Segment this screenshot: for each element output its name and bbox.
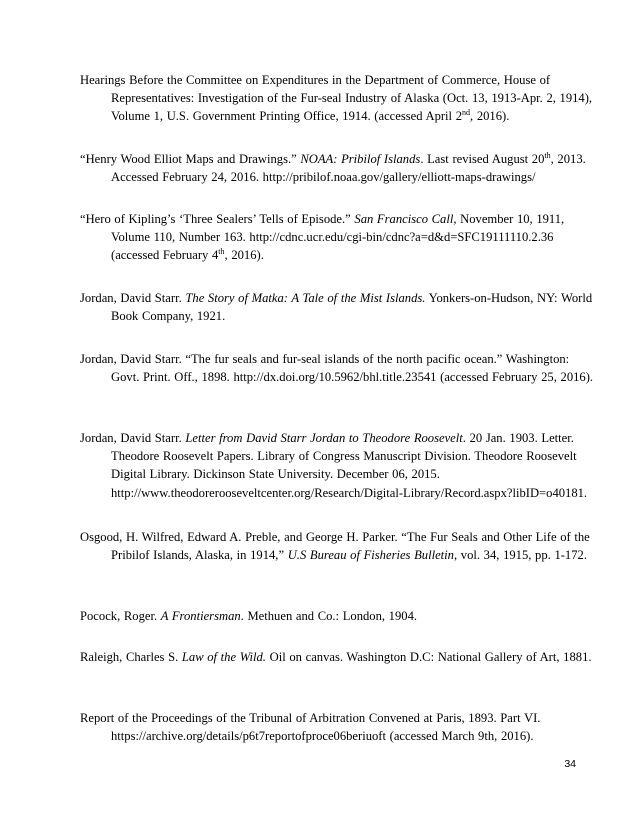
italic-title: San Francisco Call xyxy=(354,212,454,226)
italic-title: A Frontiersman xyxy=(160,609,241,623)
entry-text: . 20 Jan. 1903. Letter. Theodore Roosevelt Papers. Library of Congress Manuscript Division. Theodore Roosevelt Digital Library. Dickinson State University. December 06, 2015. http://www.theodorerooseveltcenter.org/Research/Digital-Library/Record.aspx?libID=o40181. xyxy=(111,431,588,500)
entry-text: Jordan, David Starr. xyxy=(80,431,186,445)
bibliography-entry-hearings xyxy=(80,71,601,126)
entry-text: Jordan, David Starr. “The fur seals and fur-seal islands of the north pacific ocean.” Washington: Govt. Print. Off., 1898. http://dx.doi.org/10.5962/bhl.title.23541 (accessed February 25, 2016). xyxy=(80,352,594,385)
italic-title: Law of the Wild. xyxy=(181,650,266,664)
entry-text: . Methuen and Co.: London, 1904. xyxy=(240,609,418,623)
italic-title: The Story of Matka: A Tale of the Mist Islands. xyxy=(185,291,426,305)
entry-text: Yonkers-on-Hudson, NY: World Book Company, 1921. xyxy=(111,291,593,324)
entry-text: Raleigh, Charles S. xyxy=(80,650,182,664)
entry-text: Osgood, H. Wilfred, Edward A. Preble, and George H. Parker. “The Fur Seals and Other Life of the Pribilof Islands, Alaska, in 1914,” xyxy=(80,530,590,563)
entry-text: Hearings Before the Committee on Expenditures in the Department of Commerce, House of Representatives: Investigation of the Fur-seal Industry of Alaska (Oct. 13, 1913-Apr. 2, 1914), Volume 1, U.S. Government Printing Office, 1914. (accessed April 2 xyxy=(80,73,593,124)
bibliography-entry-henry-wood-elliot xyxy=(80,150,601,186)
page-number: 34 xyxy=(564,758,576,770)
superscript-text: th xyxy=(544,151,551,160)
entry-text: “Henry Wood Elliot Maps and Drawings.” xyxy=(80,152,301,166)
entry-text: , 2013. Accessed February 24, 2016. http://pribilof.noaa.gov/gallery/elliott-maps-drawings/ xyxy=(111,152,586,185)
bibliography-entry-hero-of-kipling xyxy=(80,210,601,265)
entry-text: vol. 34, 1915, pp. 1-172. xyxy=(457,548,587,563)
entry-text: Oil on canvas. Washington D.C: National Gallery of Art, 1881. xyxy=(265,650,592,664)
bibliography-entry-report-tribunal xyxy=(80,709,601,745)
entry-text: Pocock, Roger. xyxy=(80,609,161,623)
bibliography-entry-jordan-letter xyxy=(80,429,601,502)
entry-text: “Hero of Kipling’s ‘Three Sealers’ Tells of Episode.” xyxy=(80,212,355,226)
italic-title: U.S Bureau of Fisheries Bulletin, xyxy=(287,548,458,563)
bibliography-entry-raleigh xyxy=(80,648,601,666)
bibliography-entry-osgood xyxy=(80,528,601,564)
entry-text: . Last revised August 20 xyxy=(420,152,545,166)
entry-text: Jordan, David Starr. xyxy=(80,291,186,305)
superscript-text: nd xyxy=(462,108,471,118)
bibliography-entry-jordan-fur-seals xyxy=(80,350,601,386)
entry-text: , 2016). xyxy=(224,248,264,263)
superscript-text: th xyxy=(218,247,225,257)
entry-text: Report of the Proceedings of the Tribunal of Arbitration Convened at Paris, 1893. Part VI. https://archive.org/details/p6t7reportofproce06beriuoft (accessed March 9th, 2016). xyxy=(80,711,541,744)
italic-title: Letter from David Starr Jordan to Theodore Roosevelt xyxy=(185,431,463,445)
entry-text: , November 10, 1911, Volume 110, Number 163. http://cdnc.ucr.edu/cgi-bin/cdnc?a=d&d=SFC19111110.2.36 (accessed February 4 xyxy=(111,212,565,263)
bibliography-entry-pocock xyxy=(80,607,601,625)
entry-text: , 2016). xyxy=(470,109,510,124)
bibliography-entry-jordan-matka xyxy=(80,289,601,325)
italic-title: NOAA: Pribilof Islands xyxy=(300,152,421,166)
